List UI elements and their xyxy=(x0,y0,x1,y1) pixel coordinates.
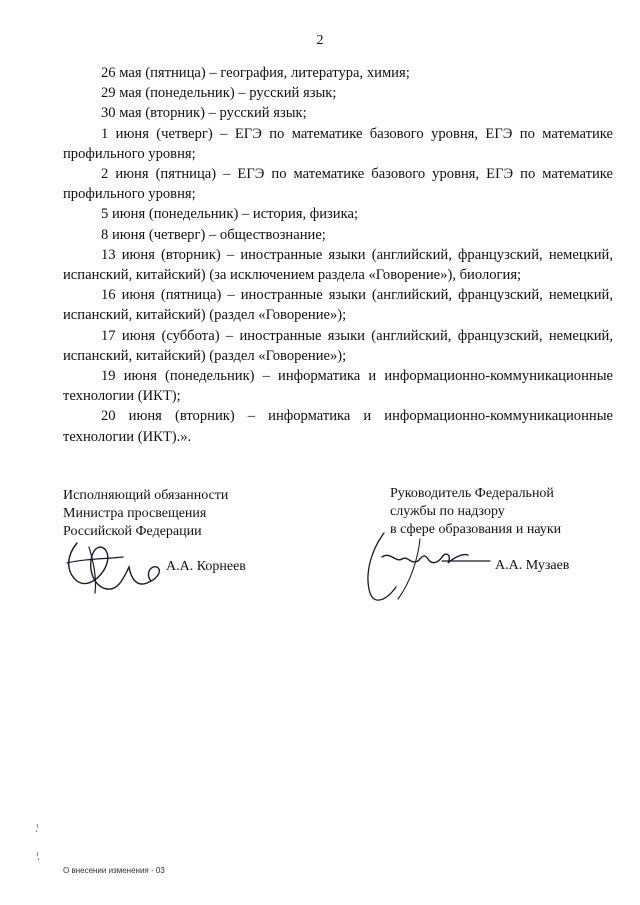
page-number: 2 xyxy=(316,33,324,48)
handwritten-signature-right xyxy=(362,529,492,609)
paragraph: 8 июня (четверг) – обществознание; xyxy=(101,226,326,243)
signer-name-left: А.А. Корнеев xyxy=(166,559,246,574)
paragraph: 17 июня (суббота) – иностранные языки (английский, французский, немецкий, испанский, китайский) (раздел «Говорение»); xyxy=(63,327,613,364)
paragraph: 2 июня (пятница) – ЕГЭ по математике базового уровня, ЕГЭ по математике профильного уровня; xyxy=(63,166,613,203)
paragraph: 16 июня (пятница) – иностранные языки (английский, французский, немецкий, испанский, китайский) (раздел «Говорение»); xyxy=(63,287,613,324)
handwritten-signature-left xyxy=(63,537,173,597)
signer-title-line: службы по надзору xyxy=(390,504,505,519)
signer-title-line: Министра просвещения xyxy=(63,506,207,521)
signer-title-line: Российской Федерации xyxy=(63,524,202,539)
paragraph: 1 июня (четверг) – ЕГЭ по математике базового уровня, ЕГЭ по математике профильного уровня; xyxy=(63,125,613,162)
paragraph: 19 июня (понедельник) – информатика и информационно-коммуникационные технологии (ИКТ); xyxy=(63,368,613,405)
signer-title-line: Руководитель Федеральной xyxy=(390,486,554,501)
document-body xyxy=(63,63,613,447)
paragraph: 26 мая (пятница) – география, литература, химия; xyxy=(101,65,410,81)
signature-block-right xyxy=(390,485,620,573)
scan-marks xyxy=(34,820,42,870)
footer-reference: О внесении изменения - 03 xyxy=(63,866,165,875)
signer-name-right: А.А. Музаев xyxy=(495,558,570,573)
signature-block-left xyxy=(63,487,263,574)
signer-title-line: в сфере образования и науки xyxy=(390,522,562,537)
paragraph: 5 июня (понедельник) – история, физика; xyxy=(101,206,359,223)
paragraph: 30 мая (вторник) – русский язык; xyxy=(101,105,307,122)
paragraph: 20 июня (вторник) – информатика и информационно-коммуникационные технологии (ИКТ).». xyxy=(63,408,613,445)
paragraph: 29 мая (понедельник) – русский язык; xyxy=(101,85,337,102)
paragraph: 13 июня (вторник) – иностранные языки (английский, французский, немецкий, испанский, китайский) (за исключением раздела «Говорение»), биология; xyxy=(63,246,613,284)
signer-title-line: Исполняющий обязанности xyxy=(63,488,229,503)
